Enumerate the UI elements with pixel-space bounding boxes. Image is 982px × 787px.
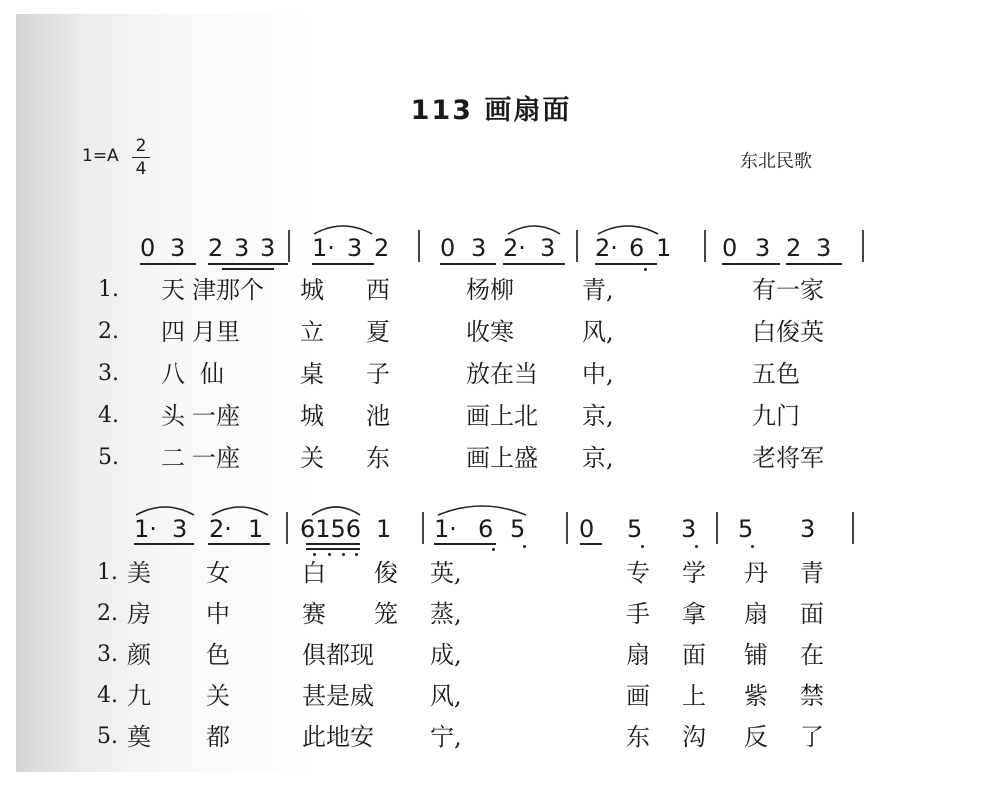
lyric-syllable: 手 bbox=[626, 600, 650, 628]
lyric-syllable: 拿 bbox=[682, 600, 706, 628]
verse-number: 1. bbox=[98, 277, 119, 302]
lyric-syllable: 有一家 bbox=[752, 276, 824, 304]
beam bbox=[722, 263, 780, 265]
barline bbox=[704, 230, 706, 262]
lyric-syllable: 立 bbox=[300, 318, 324, 346]
lyric-syllable: 上 bbox=[682, 682, 706, 710]
lyric-syllable: 青, bbox=[582, 276, 614, 304]
lyric-syllable: 收寒 bbox=[466, 318, 514, 346]
lyric-syllable: 八 bbox=[161, 360, 185, 388]
note: 2· bbox=[503, 234, 526, 262]
lyric-syllable: 二 bbox=[161, 444, 185, 472]
lyric-syllable: 五色 bbox=[752, 360, 800, 388]
note: 1· bbox=[312, 234, 335, 262]
beam bbox=[786, 263, 842, 265]
octave-dot bbox=[355, 553, 358, 556]
note: 0 bbox=[440, 234, 456, 262]
lyric-syllable: 中, bbox=[582, 360, 614, 388]
beam bbox=[134, 543, 194, 545]
note: 1· bbox=[134, 515, 157, 543]
lyric-syllable: 桌 bbox=[300, 360, 324, 388]
lyric-syllable: 学 bbox=[682, 559, 706, 587]
octave-dot bbox=[644, 268, 647, 271]
barline bbox=[852, 512, 854, 544]
song-title: 113 画扇面 bbox=[410, 95, 572, 126]
beam bbox=[434, 543, 496, 545]
time-signature bbox=[132, 136, 150, 179]
lyric-syllable: 笼 bbox=[374, 600, 398, 628]
lyric-syllable: 禁 bbox=[800, 682, 824, 710]
beam bbox=[140, 263, 196, 265]
lyric-syllable: 津那个 bbox=[192, 276, 264, 304]
note: 5 bbox=[627, 515, 643, 543]
octave-dot bbox=[641, 545, 644, 548]
note: 1 bbox=[656, 234, 672, 262]
lyric-syllable: 沟 bbox=[682, 723, 706, 751]
lyric-syllable: 铺 bbox=[744, 641, 768, 669]
barline bbox=[418, 230, 420, 262]
octave-dot bbox=[328, 553, 331, 556]
barline bbox=[862, 230, 864, 262]
lyric-syllable: 画上北 bbox=[466, 402, 538, 430]
lyric-syllable: 城 bbox=[300, 276, 324, 304]
lyric-syllable: 风, bbox=[430, 682, 462, 710]
lyric-syllable: 放在当 bbox=[466, 360, 538, 388]
time-signature-bottom: 4 bbox=[135, 159, 147, 179]
note: 3 bbox=[170, 234, 186, 262]
lyric-syllable: 英, bbox=[430, 559, 462, 587]
note: 2 bbox=[374, 234, 390, 262]
note: 2· bbox=[595, 234, 618, 262]
lyric-syllable: 九 bbox=[127, 682, 151, 710]
note: 5 bbox=[738, 515, 754, 543]
barline bbox=[288, 230, 290, 262]
note: 3 bbox=[347, 234, 363, 262]
lyric-syllable: 俱都现 bbox=[302, 641, 374, 669]
octave-dot bbox=[492, 548, 495, 551]
note: 1· bbox=[434, 515, 457, 543]
lyric-syllable: 成, bbox=[430, 641, 462, 669]
lyric-syllable: 月里 bbox=[192, 318, 240, 346]
lyric-syllable: 在 bbox=[800, 641, 824, 669]
verse-number: 3. bbox=[98, 361, 119, 386]
note: 3 bbox=[471, 234, 487, 262]
note: 3 bbox=[755, 234, 771, 262]
lyric-syllable: 杨柳 bbox=[466, 276, 514, 304]
note: 3 bbox=[172, 515, 188, 543]
lyric-syllable: 奠 bbox=[127, 723, 151, 751]
lyric-syllable: 颜 bbox=[127, 641, 151, 669]
note: 3 bbox=[260, 234, 276, 262]
song-origin: 东北民歌 bbox=[740, 151, 812, 172]
note: 3 bbox=[800, 515, 816, 543]
lyric-syllable: 此地安 bbox=[302, 723, 374, 751]
time-signature-top: 2 bbox=[135, 136, 147, 156]
lyric-syllable: 专 bbox=[626, 559, 650, 587]
verse-number: 3. bbox=[97, 642, 118, 667]
verse-number: 4. bbox=[98, 403, 119, 428]
beam bbox=[208, 543, 270, 545]
lyric-syllable: 四 bbox=[161, 318, 185, 346]
lyric-syllable: 俊 bbox=[374, 559, 398, 587]
note: 0 bbox=[722, 234, 738, 262]
lyric-syllable: 城 bbox=[300, 402, 324, 430]
note: 0 bbox=[579, 515, 595, 543]
lyric-syllable: 美 bbox=[127, 559, 151, 587]
verse-number: 5. bbox=[98, 445, 119, 470]
lyric-syllable: 白 bbox=[302, 559, 326, 587]
beam bbox=[306, 543, 360, 545]
lyric-syllable: 画 bbox=[626, 682, 650, 710]
barline bbox=[566, 512, 568, 544]
lyric-syllable: 池 bbox=[366, 402, 390, 430]
lyric-syllable: 西 bbox=[366, 276, 390, 304]
octave-dot bbox=[695, 545, 698, 548]
lyric-syllable: 青 bbox=[800, 559, 824, 587]
note: 2 bbox=[786, 234, 802, 262]
lyric-syllable: 天 bbox=[161, 276, 185, 304]
lyric-syllable: 仙 bbox=[200, 360, 224, 388]
lyric-syllable: 中 bbox=[206, 600, 230, 628]
time-signature-bar bbox=[132, 157, 150, 158]
beam bbox=[503, 263, 565, 265]
lyric-syllable: 夏 bbox=[366, 318, 390, 346]
note: 6 bbox=[629, 234, 645, 262]
lyric-syllable: 一座 bbox=[192, 444, 240, 472]
beam bbox=[440, 263, 496, 265]
note: 1 bbox=[376, 515, 392, 543]
lyric-syllable: 关 bbox=[206, 682, 230, 710]
note: 3 bbox=[234, 234, 250, 262]
lyric-syllable: 九门 bbox=[752, 402, 800, 430]
lyric-syllable: 面 bbox=[800, 600, 824, 628]
note: 3 bbox=[540, 234, 556, 262]
note: 1 bbox=[248, 515, 264, 543]
note: 6156 bbox=[300, 515, 362, 543]
beam bbox=[306, 548, 360, 550]
lyric-syllable: 了 bbox=[800, 723, 824, 751]
note: 3 bbox=[816, 234, 832, 262]
lyric-syllable: 色 bbox=[206, 641, 230, 669]
verse-number: 1. bbox=[97, 560, 118, 585]
beam bbox=[208, 263, 288, 265]
barline bbox=[716, 512, 718, 544]
lyric-syllable: 关 bbox=[300, 444, 324, 472]
lyric-syllable: 甚是威 bbox=[302, 682, 374, 710]
lyric-syllable: 蒸, bbox=[430, 600, 462, 628]
lyric-syllable: 东 bbox=[626, 723, 650, 751]
lyric-syllable: 白俊英 bbox=[752, 318, 824, 346]
barline bbox=[576, 230, 578, 262]
lyric-syllable: 都 bbox=[206, 723, 230, 751]
barline bbox=[286, 512, 288, 544]
beam bbox=[595, 263, 657, 265]
beam bbox=[580, 543, 602, 545]
lyric-syllable: 丹 bbox=[744, 559, 768, 587]
lyric-syllable: 东 bbox=[366, 444, 390, 472]
note: 5 bbox=[510, 515, 526, 543]
octave-dot bbox=[342, 553, 345, 556]
lyric-syllable: 风, bbox=[582, 318, 614, 346]
lyric-syllable: 反 bbox=[744, 723, 768, 751]
lyric-syllable: 头 bbox=[161, 402, 185, 430]
beam bbox=[312, 263, 374, 265]
octave-dot bbox=[523, 545, 526, 548]
lyric-syllable: 宁, bbox=[430, 723, 462, 751]
note: 0 bbox=[140, 234, 156, 262]
note: 2 bbox=[208, 234, 224, 262]
octave-dot bbox=[313, 553, 316, 556]
verse-number: 5. bbox=[97, 724, 118, 749]
note: 3 bbox=[681, 515, 697, 543]
lyric-syllable: 一座 bbox=[192, 402, 240, 430]
beam bbox=[222, 268, 274, 270]
lyric-syllable: 赛 bbox=[302, 600, 326, 628]
lyric-syllable: 子 bbox=[366, 360, 390, 388]
lyric-syllable: 京, bbox=[582, 402, 614, 430]
lyric-syllable: 扇 bbox=[626, 641, 650, 669]
lyric-syllable: 老将军 bbox=[752, 444, 824, 472]
verse-number: 2. bbox=[97, 601, 118, 626]
note: 2· bbox=[209, 515, 232, 543]
lyric-syllable: 女 bbox=[206, 559, 230, 587]
lyric-syllable: 紫 bbox=[744, 682, 768, 710]
verse-number: 4. bbox=[97, 683, 118, 708]
barline bbox=[422, 512, 424, 544]
key-signature: 1=A bbox=[82, 146, 119, 166]
lyric-syllable: 房 bbox=[127, 600, 151, 628]
lyric-syllable: 京, bbox=[582, 444, 614, 472]
lyric-syllable: 画上盛 bbox=[466, 444, 538, 472]
lyric-syllable: 面 bbox=[682, 641, 706, 669]
octave-dot bbox=[751, 545, 754, 548]
verse-number: 2. bbox=[98, 319, 119, 344]
lyric-syllable: 扇 bbox=[744, 600, 768, 628]
note: 6 bbox=[478, 515, 494, 543]
